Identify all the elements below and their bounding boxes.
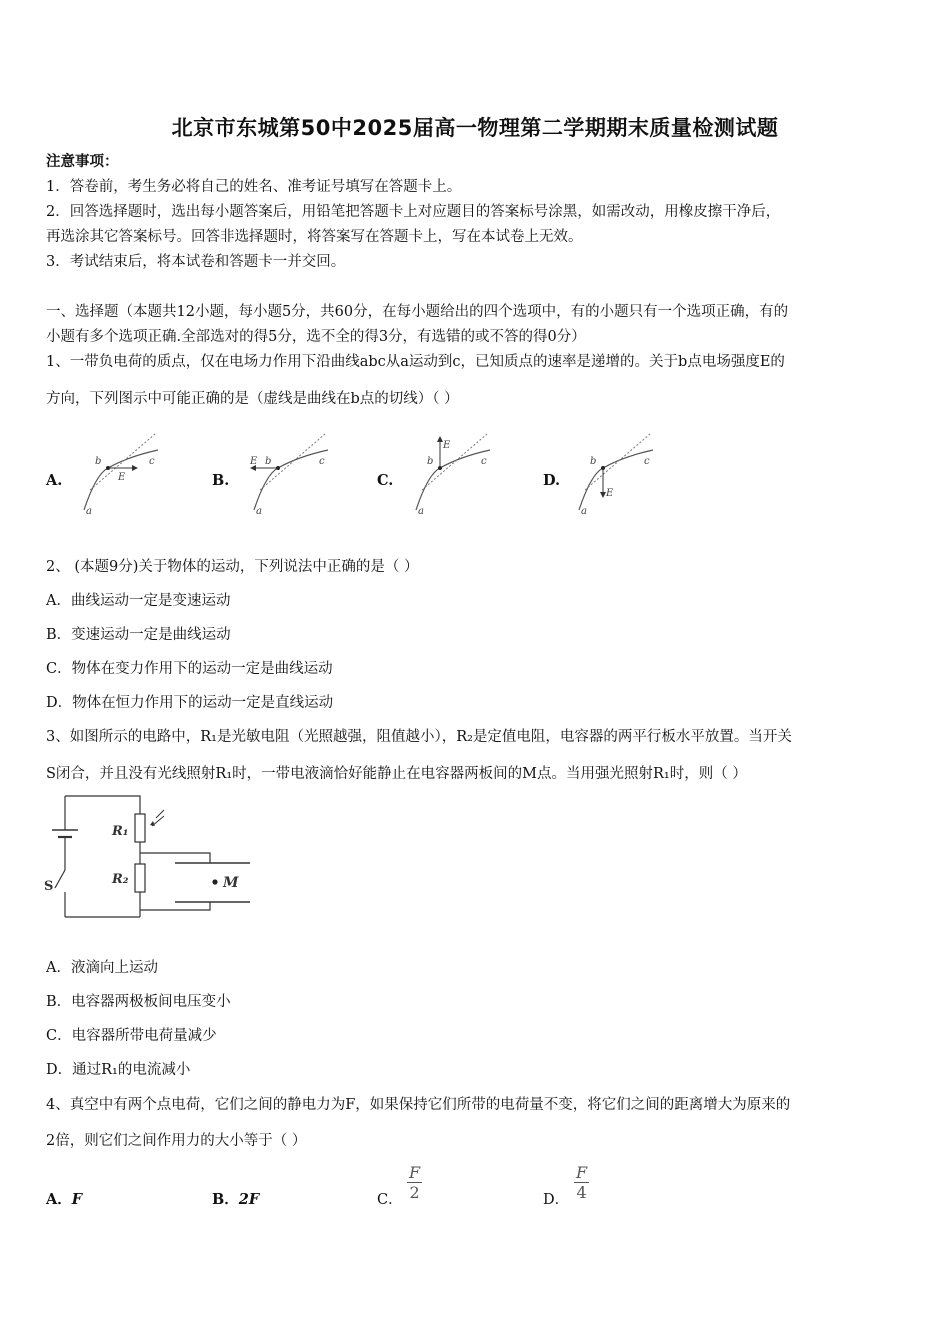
label-c: c [149, 456, 155, 467]
q1-diagram-a [70, 428, 170, 520]
q1-diagram-d [565, 428, 665, 520]
q4-option-b[interactable] [212, 1190, 259, 1210]
q4-option-d-label[interactable]: D． [543, 1192, 570, 1208]
label-e: E [443, 440, 451, 451]
notice-item: 1．答卷前，考生务必将自己的姓名、准考证号填写在答题卡上。 [46, 179, 462, 195]
question-3-stem-cont: S闭合，并且没有光线照射R₁时，一带电液滴恰好能静止在电容器两板间的M点。当用强光照射R₁时，则（ ） [46, 766, 747, 782]
label-m: M [223, 875, 239, 891]
section-heading: 一、选择题（本题共12小题，每小题5分，共60分，在每小题给出的四个选项中，有的小题只有一个选项正确，有的 [46, 304, 789, 320]
label-b: b [265, 456, 272, 467]
label-r2: R₂ [112, 872, 129, 887]
q3-option-a[interactable]: A．液滴向上运动 [46, 960, 158, 976]
q2-option-d[interactable]: D．物体在恒力作用下的运动一定是直线运动 [46, 695, 334, 711]
page-title: 北京市东城第50中2025届高一物理第二学期期末质量检测试题 [171, 116, 779, 140]
q4-option-a[interactable] [46, 1190, 82, 1210]
question-1-stem: 1、一带负电荷的质点，仅在电场力作用下沿曲线abc从a运动到c，已知质点的速率是递增的。关于b点电场强度E的 [46, 354, 785, 370]
q1-option-b-label[interactable]: B. [212, 472, 230, 489]
label-c: c [481, 456, 487, 467]
label-e: E [118, 472, 126, 483]
q4-option-c-label[interactable]: C． [377, 1192, 403, 1208]
question-4-stem-cont: 2倍，则它们之间作用力的大小等于（ ） [46, 1133, 307, 1149]
q4-option-b-label: B． [212, 1191, 239, 1208]
q1-option-d-label[interactable]: D. [543, 472, 561, 489]
fraction-denominator: 2 [409, 1183, 420, 1202]
q1-diagram-c [402, 428, 502, 520]
question-3-stem: 3、如图所示的电路中，R₁是光敏电阻（光照越强，阻值越小），R₂是定值电阻，电容器的两平行板水平放置。当开关 [46, 729, 792, 745]
notice-heading: 注意事项： [46, 153, 119, 170]
label-c: c [644, 456, 650, 467]
fraction-numerator: F [409, 1163, 421, 1182]
q4-option-d-fraction [574, 1163, 589, 1202]
q1-diagram-b [240, 428, 340, 520]
fraction-numerator: F [576, 1163, 588, 1182]
label-b: b [95, 456, 102, 467]
q1-option-a-label[interactable]: A. [46, 472, 63, 489]
q4-option-c-fraction [407, 1163, 422, 1202]
label-a: a [418, 506, 424, 517]
label-c: c [319, 456, 325, 467]
q1-option-c-label[interactable]: C. [377, 472, 394, 489]
question-1-stem-cont: 方向，下列图示中可能正确的是（虚线是曲线在b点的切线）（ ） [46, 391, 459, 407]
q2-option-c[interactable]: C．物体在变力作用下的运动一定是曲线运动 [46, 661, 333, 677]
question-2-stem: 2、 (本题9分)关于物体的运动，下列说法中正确的是（ ） [46, 559, 419, 575]
q2-option-b[interactable]: B．变速运动一定是曲线运动 [46, 627, 231, 643]
label-e: E [606, 488, 614, 499]
question-4-stem: 4、真空中有两个点电荷，它们之间的静电力为F，如果保持它们所带的电荷量不变，将它们之间的距离增大为原来的 [46, 1097, 791, 1113]
notice-item: 再选涂其它答案标号。回答非选择题时，将答案写在答题卡上，写在本试卷上无效。 [46, 229, 583, 245]
q3-circuit-diagram [40, 790, 260, 925]
fraction-denominator: 4 [576, 1183, 587, 1202]
q3-option-c[interactable]: C．电容器所带电荷量减少 [46, 1028, 217, 1044]
q2-option-a[interactable]: A．曲线运动一定是变速运动 [46, 593, 231, 609]
q3-option-d[interactable]: D．通过R₁的电流减小 [46, 1062, 191, 1078]
label-b: b [590, 456, 597, 467]
q3-option-b[interactable]: B．电容器两极板间电压变小 [46, 994, 231, 1010]
notice-item: 3．考试结束后，将本试卷和答题卡一并交回。 [46, 254, 346, 270]
q4-option-a-value: F [71, 1191, 83, 1208]
label-s: S [44, 879, 54, 894]
label-a: a [581, 506, 587, 517]
label-b: b [427, 456, 434, 467]
label-r1: R₁ [112, 824, 129, 839]
label-e: E [250, 456, 258, 467]
notice-item: 2．回答选择题时，选出每小题答案后，用铅笔把答题卡上对应题目的答案标号涂黑，如需改动，用橡皮擦干净后， [46, 204, 781, 220]
label-a: a [86, 506, 92, 517]
section-heading-cont: 小题有多个选项正确.全部选对的得5分，选不全的得3分，有选错的或不答的得0分） [46, 329, 586, 345]
label-a: a [256, 506, 262, 517]
q4-option-a-label: A． [46, 1191, 72, 1208]
q4-option-b-value: 2F [238, 1191, 260, 1208]
